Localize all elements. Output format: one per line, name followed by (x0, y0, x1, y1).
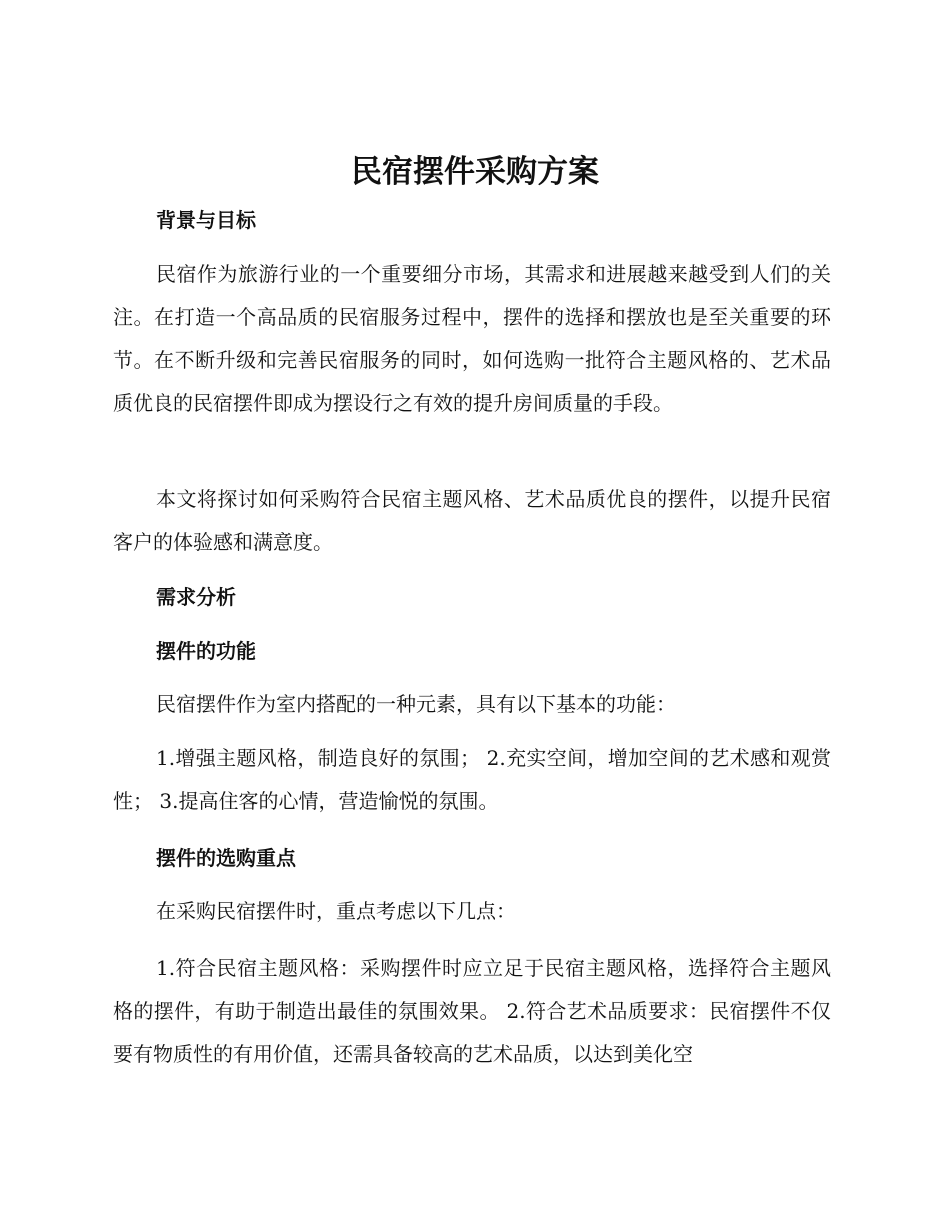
paragraph-background-2: 本文将探讨如何采购符合民宿主题风格、艺术品质优良的摆件，以提升民宿客户的体验感和满意度。 (113, 487, 831, 554)
paragraph-background-1: 民宿作为旅游行业的一个重要细分市场，其需求和进展越来越受到人们的关注。在打造一个高品质的民宿服务过程中，摆件的选择和摆放也是至关重要的环节。在不断升级和完善民宿服务的同时，如何选购一批符合主题风格的、艺术品质优良的民宿摆件即成为摆设行之有效的提升房间质量的手段。 (113, 262, 831, 415)
section-heading-background: 背景与目标 (156, 208, 256, 232)
paragraph-function-2: 1.增强主题风格，制造良好的氛围； 2.充实空间，增加空间的艺术感和观赏性； 3.提高住客的心情，营造愉悦的氛围。 (113, 746, 831, 813)
paragraph-selection-2: 1.符合民宿主题风格：采购摆件时应立足于民宿主题风格，选择符合主题风格的摆件，有助于制造出最佳的氛围效果。 2.符合艺术品质要求：民宿摆件不仅要有物质性的有用价值，还需具备较高的艺术品质，以达到美化空 (113, 956, 831, 1066)
section-heading-needs: 需求分析 (156, 585, 236, 609)
section-heading-selection: 摆件的选购重点 (156, 846, 296, 870)
section-heading-function: 摆件的功能 (156, 639, 256, 663)
paragraph-function-1: 民宿摆件作为室内搭配的一种元素，具有以下基本的功能： (156, 692, 676, 716)
paragraph-selection-1: 在采购民宿摆件时，重点考虑以下几点： (156, 899, 516, 923)
document-title: 民宿摆件采购方案 (351, 154, 599, 190)
